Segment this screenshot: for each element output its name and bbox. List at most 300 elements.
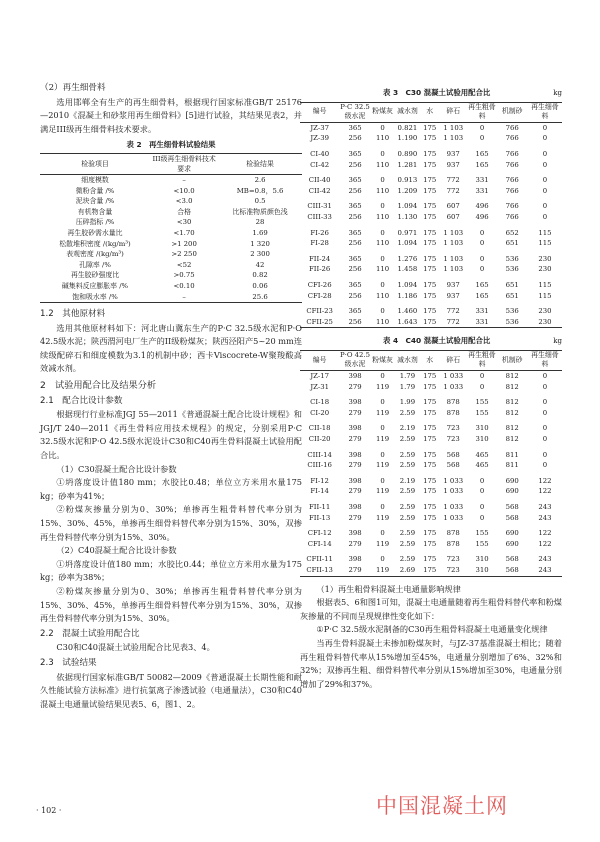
table4-cell: 0 — [380, 450, 385, 459]
table2-row — [40, 270, 302, 281]
table2-row — [40, 174, 302, 185]
table3-cell: 0 — [542, 134, 548, 143]
table3-cell: 766 — [505, 123, 519, 132]
table3-cell: CII-42 — [308, 186, 331, 195]
table3-cell: 0 — [380, 254, 385, 263]
table4-cell: FI-12 — [310, 476, 329, 485]
table3-cell: 256 — [348, 212, 362, 221]
table2-row — [40, 217, 302, 228]
table4-cell: 568 — [505, 503, 519, 511]
table3-cell: 772 — [446, 307, 460, 316]
table3-cell: CFI-28 — [307, 291, 332, 300]
table2-cell: 2.6 — [254, 175, 266, 184]
table3-cell: 1.281 — [397, 160, 418, 169]
table4-cell: CIII-14 — [307, 450, 332, 459]
table3-cell: CIII-31 — [307, 202, 332, 211]
paragraph-2-2: C30和C40混凝土试验用配合比见表3、4。 — [56, 642, 215, 653]
table3-cell: 0 — [380, 202, 385, 211]
table3-caption: 表 3 C30 混凝土试验用配合比 — [382, 88, 491, 97]
table4-row — [300, 392, 562, 408]
table2-cell: 比标准物质颜色浅 — [232, 207, 288, 216]
table3-cell: 1.094 — [397, 202, 418, 211]
table3-cell: 110 — [375, 239, 390, 248]
table4-cell: CFII-13 — [300, 565, 339, 576]
table4-header: 粉煤灰 — [371, 350, 395, 370]
table3-cell: 175 — [423, 291, 437, 300]
table3-cell: 772 — [446, 176, 460, 185]
table2-cell: MB=0.8，5.6 — [236, 186, 284, 195]
table4-cell: 878 — [446, 529, 460, 538]
table3-cell: 937 — [446, 160, 460, 169]
table2-row — [40, 281, 302, 292]
table3-cell: 0.890 — [397, 149, 418, 158]
table4-header: P·O 42.5级水泥 — [339, 350, 370, 370]
table4-cell: 0 — [542, 435, 548, 444]
table3-cell: 772 — [446, 186, 460, 195]
table3-row — [300, 264, 562, 275]
table4-cell: 310 — [468, 565, 497, 576]
table3-cell: 175 — [423, 176, 437, 185]
table3-cell: 110 — [375, 265, 390, 274]
c40-param-1: ①坍落度设计值180 mm；水胶比0.44；单位立方米用水量为175 kg；砂率为38%； — [40, 558, 302, 583]
table3-cell: 0 — [542, 176, 548, 185]
table3-cell: CII-40 — [308, 176, 331, 185]
table3 — [300, 102, 562, 329]
table3-header: 碎石 — [439, 102, 468, 122]
table3-cell: 1.186 — [397, 291, 418, 300]
table4-cell: 398 — [348, 476, 362, 485]
table4-header: 再生细骨料 — [528, 350, 562, 370]
table4-cell: 279 — [348, 513, 362, 522]
table2-row — [40, 260, 302, 271]
table4-cell: CFI-12 — [307, 529, 332, 538]
table2-cell: 2 300 — [250, 250, 270, 259]
table4 — [300, 350, 562, 577]
table2-cell: 孔隙率 /% — [79, 260, 111, 269]
table3-cell: 115 — [538, 228, 552, 237]
table4-row — [300, 539, 562, 550]
table4-cell: 465 — [475, 461, 489, 470]
table3-cell: 0.821 — [397, 123, 418, 132]
table4-cell: CFI-14 — [307, 539, 332, 548]
table2-cell: 合格 — [177, 207, 191, 216]
table3-cell: 651 — [505, 239, 519, 248]
table4-cell: FII-11 — [308, 503, 331, 511]
table3-cell: 772 — [439, 317, 468, 328]
section-heading-recycled-fine: （2）再生细骨料 — [40, 83, 106, 93]
table3-cell: JZ-39 — [310, 134, 329, 143]
table4-cell: 1.79 — [399, 372, 416, 381]
table2-cell: <10.0 — [173, 186, 195, 195]
table3-cell: 496 — [475, 212, 489, 221]
table3-row — [300, 291, 562, 302]
table4-cell: 119 — [375, 539, 390, 548]
table3-cell: CI-42 — [310, 160, 330, 169]
table3-cell: 175 — [421, 317, 439, 328]
table4-cell: 243 — [528, 565, 562, 576]
table4-cell: CII-18 — [308, 424, 331, 433]
table4-cell: 0 — [542, 398, 548, 407]
table3-cell: 230 — [528, 317, 562, 328]
table4-cell: 398 — [348, 372, 362, 381]
table3-cell: 230 — [538, 254, 552, 263]
c30-param-1: ①坍落度设计值180 mm；水胶比0.48；单位立方米用水量175 kg；砂率为41%； — [40, 477, 302, 501]
table3-cell: 110 — [375, 160, 390, 169]
item-c30-pc325: ①P·C 32.5级水泥制备的C30再生粗骨料混凝土电通量变化规律 — [316, 624, 548, 635]
table4-cell: 2.59 — [399, 513, 416, 522]
table4-cell: 878 — [446, 398, 460, 407]
table3-cell: 0 — [380, 149, 385, 158]
paragraph-c30-results: 当再生骨料混凝土未掺加粉煤灰时，与JZ-37基准混凝土相比；随着再生粗骨料替代率从15%增加至45%，电通量分别增加了6%、32%和32%；双掺再生粗、细骨料替代率分别从15%增加至30%，电通量分别增加了29%和37%。 — [300, 637, 562, 689]
table3-row — [300, 170, 562, 186]
table4-cell: FI-14 — [310, 487, 329, 496]
table3-cell: CFI-26 — [307, 280, 332, 289]
table4-row — [300, 408, 562, 419]
table4-row — [300, 497, 562, 513]
table3-cell: 937 — [446, 280, 460, 289]
table3-cell: 110 — [375, 134, 390, 143]
table3-cell: 110 — [375, 212, 390, 221]
table4-cell: 243 — [538, 513, 552, 522]
table4-header: 碎石 — [439, 350, 468, 370]
table3-header: 编号 — [300, 102, 339, 122]
table3-cell: 230 — [538, 265, 552, 274]
table3-cell: 536 — [505, 307, 519, 316]
table4-cell: 0 — [479, 513, 485, 522]
table3-cell: 256 — [348, 291, 362, 300]
table3-cell: 1.460 — [397, 307, 418, 316]
table3-cell: 536 — [505, 254, 519, 263]
table3-cell: 1.643 — [394, 317, 420, 328]
table3-cell: FI-28 — [310, 239, 329, 248]
table2-cell: 泥块含量 /% — [75, 197, 115, 206]
table4-cell: 119 — [375, 382, 390, 391]
table4-cell: 2.59 — [399, 435, 416, 444]
table2-cell: 细度模数 — [81, 175, 109, 184]
table2-cell: 25.6 — [218, 292, 302, 303]
table4-cell: 812 — [505, 382, 519, 391]
section-heading-2-3: 2.3 试验结果 — [40, 657, 97, 668]
table4-cell: 398 — [348, 529, 362, 538]
table4-cell: 175 — [421, 565, 439, 576]
table4-cell: 0 — [380, 372, 385, 381]
table4-cell: 155 — [475, 398, 489, 407]
table3-cell: 0 — [542, 202, 548, 211]
table4-cell: 398 — [348, 555, 362, 564]
table3-body — [300, 122, 562, 328]
table3-cell: 1.190 — [397, 134, 418, 143]
table3-cell: 0 — [380, 228, 385, 237]
table3-cell: CIII-33 — [307, 212, 332, 221]
table4-cell: 119 — [375, 408, 390, 417]
table3-cell: 115 — [538, 239, 552, 248]
table3-cell: 766 — [505, 134, 519, 143]
table2-cell: 松散堆积密度 /(kg/m³) — [59, 239, 131, 248]
table4-cell: 2.19 — [399, 424, 416, 433]
table4-cell: 2.59 — [399, 450, 416, 459]
table4-cell: 1 033 — [443, 382, 464, 391]
table2-cell: >1 200 — [171, 239, 197, 248]
table4-cell: 568 — [505, 513, 519, 522]
table3-cell: 1.458 — [397, 265, 418, 274]
table3-cell: 115 — [538, 291, 552, 300]
table4-header: 机制砂 — [496, 350, 527, 370]
table3-cell: 0 — [380, 307, 385, 316]
table2-cell: 再生胶砂强度比 — [70, 271, 120, 280]
table3-cell: 175 — [423, 239, 437, 248]
table3-cell: 256 — [348, 186, 362, 195]
table3-cell: 1.130 — [397, 212, 418, 221]
table4-cell: 0 — [542, 450, 548, 459]
table3-cell: 0 — [380, 123, 385, 132]
table2-cell: 碱集料反应膨胀率 /% — [61, 281, 129, 290]
table2-header: 检验项目 — [40, 153, 150, 174]
table3-cell: 651 — [505, 291, 519, 300]
table2-header: III级再生细骨料技术要求 — [150, 153, 218, 174]
table3-cell: 365 — [348, 280, 362, 289]
table3-row — [300, 186, 562, 197]
table4-cell: 175 — [423, 487, 437, 496]
table2-cell: 有机物含量 — [77, 207, 113, 216]
table2-row — [40, 249, 302, 260]
table3-cell: 766 — [505, 149, 519, 158]
table4-cell: CII-20 — [308, 435, 331, 444]
table4-cell: 1.79 — [399, 382, 416, 391]
table3-cell: 331 — [475, 176, 489, 185]
table3-row — [300, 238, 562, 249]
table4-cell: CI-18 — [310, 398, 330, 407]
table3-cell: 0 — [542, 123, 548, 132]
table4-cell: 398 — [348, 398, 362, 407]
table4-row — [300, 382, 562, 393]
table3-header: 粉煤灰 — [371, 102, 395, 122]
table2-body — [40, 174, 302, 302]
table4-header: 减水剂 — [394, 350, 420, 370]
table4-cell: 122 — [538, 539, 552, 548]
table4-cell: 119 — [375, 513, 390, 522]
table4-cell: 2.59 — [399, 461, 416, 470]
table4-cell: JZ-31 — [310, 382, 329, 391]
table3-cell: 256 — [339, 317, 370, 328]
table4-row — [300, 513, 562, 524]
table3-cell: 175 — [423, 265, 437, 274]
table3-cell: 0 — [380, 176, 385, 185]
right-column — [300, 86, 562, 691]
table4-cell: 279 — [348, 487, 362, 496]
table4-cell: 175 — [423, 539, 437, 548]
table3-cell: 496 — [475, 202, 489, 211]
table3-row — [300, 144, 562, 160]
table4-cell: 0 — [542, 424, 548, 433]
table4-cell: 568 — [446, 461, 460, 470]
table4-cell: 465 — [475, 450, 489, 459]
table4-cell: 0 — [380, 503, 385, 511]
table3-cell: 365 — [348, 123, 362, 132]
table4-cell: FII-13 — [308, 513, 331, 522]
table4-cell: 279 — [348, 408, 362, 417]
table4-cell: 690 — [505, 476, 519, 485]
table4-cell: 155 — [475, 539, 489, 548]
table4-cell: 690 — [505, 529, 519, 538]
table3-row — [300, 212, 562, 223]
table4-cell: 155 — [475, 408, 489, 417]
table4-row — [300, 445, 562, 461]
table4-cell: 0 — [542, 461, 548, 470]
table3-header-row — [300, 102, 562, 122]
table4-cell: 175 — [423, 555, 437, 564]
page-number: · 102 · — [36, 806, 62, 815]
table4-cell: 175 — [423, 476, 437, 485]
table4-cell: 2.59 — [399, 539, 416, 548]
table3-cell: 766 — [505, 176, 519, 185]
table2-cell: 再生胶砂需水量比 — [67, 228, 123, 237]
table3-cell: 0 — [380, 280, 385, 289]
table2-cell: – — [150, 292, 218, 303]
table2-cell: 1 320 — [250, 239, 270, 248]
table4-caption: 表 4 C40 混凝土试验用配合比 — [382, 336, 491, 346]
table3-header: 减水剂 — [394, 102, 420, 122]
table4-unit: kg — [553, 337, 562, 346]
table3-cell: 256 — [348, 134, 362, 143]
table3-cell: 175 — [423, 134, 437, 143]
table2-cell: <30 — [176, 218, 192, 227]
table2-cell: 42 — [255, 260, 265, 269]
table4-cell: 2.19 — [399, 476, 416, 485]
table4-cell: 175 — [423, 424, 437, 433]
table3-cell: 110 — [375, 291, 390, 300]
table3-caption-row — [300, 86, 562, 101]
c30-params-title: （1）C30混凝土配合比设计参数 — [56, 463, 177, 474]
table3-cell: 0 — [479, 228, 485, 237]
table4-cell: CFII-11 — [306, 555, 333, 564]
table4-cell: 398 — [348, 503, 362, 511]
table3-row — [300, 249, 562, 265]
table4-header: 水 — [421, 350, 439, 370]
table3-cell: 115 — [538, 280, 552, 289]
table4-row — [300, 523, 562, 539]
table4-cell: 119 — [371, 565, 395, 576]
table4-body — [300, 371, 562, 577]
table4-cell: 0 — [380, 424, 385, 433]
table3-cell: 365 — [348, 254, 362, 263]
left-column — [40, 82, 302, 711]
table3-cell: 331 — [475, 307, 489, 316]
table3-row — [300, 160, 562, 171]
table4-cell: 243 — [538, 503, 552, 511]
table4-cell: 279 — [348, 461, 362, 470]
table4-cell: 2.59 — [399, 487, 416, 496]
table2-cell: 28 — [255, 218, 265, 227]
table4-cell: 0 — [479, 487, 485, 496]
table3-cell: 175 — [423, 280, 437, 289]
table3-unit: kg — [553, 89, 562, 97]
table3-cell: 0 — [479, 265, 485, 274]
table4-cell: JZ-17 — [310, 372, 329, 381]
table3-cell: CFII-25 — [300, 317, 339, 328]
table4-cell: 1 033 — [443, 487, 464, 496]
table3-row — [300, 122, 562, 133]
table3-cell: 536 — [505, 265, 519, 274]
table2-cell: <3.0 — [175, 197, 193, 206]
table3-cell: 1 103 — [443, 123, 464, 132]
section-heading-2-1: 2.1 配合比设计参数 — [40, 395, 123, 406]
table3-cell: 766 — [505, 160, 519, 169]
paragraph-recycled-fine: 选用邯郸全有生产的再生细骨料，根据现行国家标准GB/T 25176—2010《混凝土和砂浆用再生细骨料》[5]进行试验，其结果见表2，并满足III级再生细骨料技术要求。 — [40, 96, 302, 134]
table2-caption: 表 2 再生细骨料试验结果 — [126, 140, 216, 150]
table2-row — [40, 292, 302, 303]
table3-header: 再生细骨料 — [528, 102, 562, 122]
table3-cell: 1.276 — [397, 254, 418, 263]
table4-cell: 175 — [423, 461, 437, 470]
table3-cell: 1 103 — [443, 254, 464, 263]
table4-cell: 2.69 — [394, 565, 420, 576]
table3-cell: 0 — [542, 186, 548, 195]
table4-cell: 175 — [423, 398, 437, 407]
table3-cell: 165 — [475, 280, 489, 289]
table3-cell: 175 — [423, 186, 437, 195]
table4-cell: 279 — [348, 435, 362, 444]
table4-cell: 1.99 — [399, 398, 416, 407]
table2-cell: 1.69 — [252, 228, 268, 237]
table4-cell: CI-20 — [310, 408, 330, 417]
table4-row — [300, 549, 562, 565]
table4-cell: 310 — [475, 555, 489, 564]
table3-cell: 0 — [542, 149, 548, 158]
table4-row — [300, 486, 562, 497]
table4-cell: 723 — [446, 424, 460, 433]
table3-cell: 165 — [475, 291, 489, 300]
paragraph-2-3: 依据现行国家标准GB/T 50082—2009《普通混凝土长期性能和耐久性能试验方法标准》进行抗氯离子渗透试验（电通量法），C30和C40混凝土电通量试验结果见表5、6，图1、2。 — [40, 671, 302, 709]
table3-cell: FI-26 — [310, 228, 329, 237]
table3-row — [300, 133, 562, 144]
table4-cell: 690 — [505, 539, 519, 548]
table3-cell: 1 103 — [443, 239, 464, 248]
table4-cell: 811 — [505, 450, 519, 459]
table4-cell: 0 — [479, 503, 485, 511]
table4-cell: 723 — [446, 555, 460, 564]
table3-cell: 536 — [496, 317, 527, 328]
table3-row — [300, 275, 562, 291]
table3-cell: 0.971 — [397, 228, 418, 237]
table3-cell: 175 — [423, 123, 437, 132]
table4-cell: 119 — [375, 435, 390, 444]
table3-row — [300, 317, 562, 328]
table4-cell: 812 — [505, 435, 519, 444]
table3-cell: 766 — [505, 186, 519, 195]
table4-cell: 812 — [505, 398, 519, 407]
table4-header-row — [300, 350, 562, 370]
table3-cell: 175 — [423, 307, 437, 316]
table3-cell: 165 — [475, 160, 489, 169]
section-heading-2-2: 2.2 混凝土试验用配合比 — [40, 628, 140, 639]
table3-cell: 607 — [446, 202, 460, 211]
table3-cell: 365 — [348, 149, 362, 158]
table4-cell: 812 — [505, 408, 519, 417]
table4-cell: 122 — [538, 529, 552, 538]
table3-header: P·C 32.5级水泥 — [339, 102, 370, 122]
table4-cell: 2.59 — [399, 555, 416, 564]
table3-cell: 110 — [375, 186, 390, 195]
table3-cell: 651 — [505, 280, 519, 289]
table4-cell: 119 — [375, 487, 390, 496]
c40-param-2: ②粉煤灰掺量分别为0、30%；单掺再生粗骨料替代率分别为15%、30%、45%，单掺再生细骨料替代率分别为15%、30%，双掺再生骨料替代率分别为15%、30%。 — [40, 585, 302, 624]
table2-row — [40, 207, 302, 218]
table2-row — [40, 239, 302, 250]
table2-cell: >2 250 — [171, 250, 197, 259]
table4-cell: 279 — [348, 382, 362, 391]
table4-cell: 243 — [538, 555, 552, 564]
table4-cell: 812 — [505, 372, 519, 381]
